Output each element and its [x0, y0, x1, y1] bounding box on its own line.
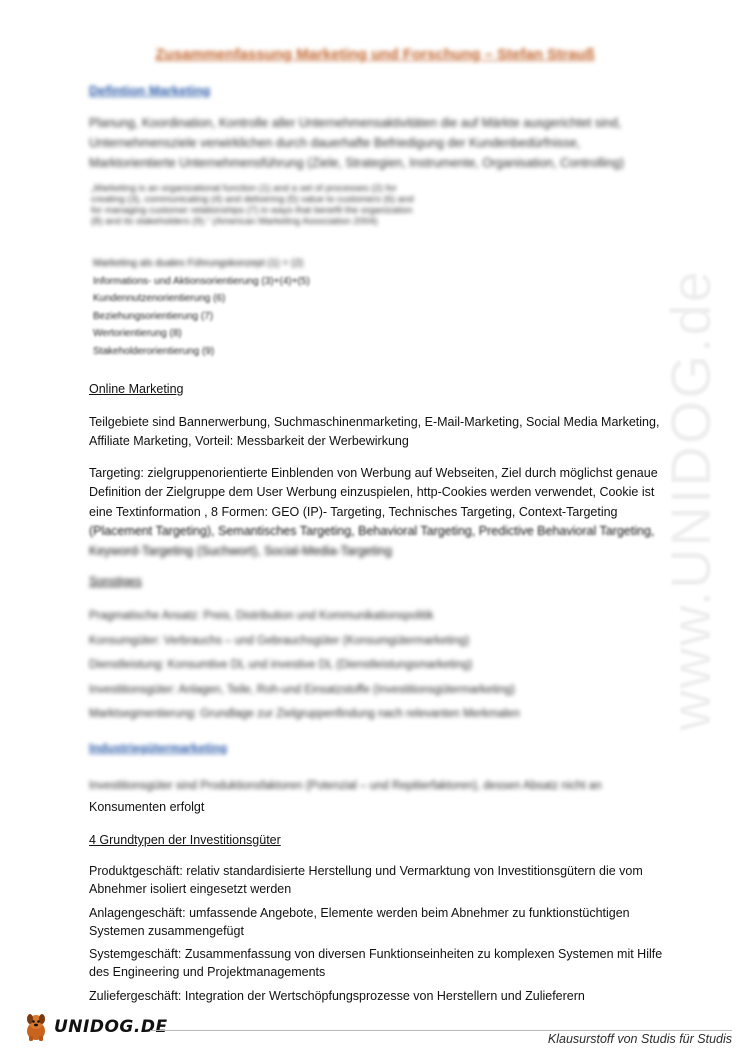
orientation-item: Marketing als duales Führungskonzept (1) + (2) — [93, 258, 304, 269]
targeting-line: (Placement Targeting), Semantisches Targeting, Behavioral Targeting, Predictive Behavioral Targeting, — [89, 524, 655, 539]
dog-mascot-icon — [22, 1012, 50, 1042]
orientation-item: Stakeholderorientierung (9) — [93, 345, 215, 357]
ama-quote: „Marketing is an organizational function (1) and a set of processes (2) for creating (3), communicating (4) and delivering (5) value to customers (6) and for managing customer relationships (7) in ways that benefit the organization (8) and its stakeholders (9).“ (American Marketing Association 2004) — [91, 183, 414, 227]
industrie-line-2: Konsumenten erfolgt — [89, 800, 205, 814]
heading-online-marketing: Online Marketing — [89, 382, 184, 396]
sonstiges-item: Pragmatische Ansatz: Preis, Distribution und Kommunikationspolitik — [89, 610, 434, 622]
orientation-item: Kundennutzenorientierung (6) — [93, 293, 226, 305]
orientation-list — [93, 255, 310, 361]
definition-paragraph: Planung, Koordination, Kontrolle aller Unternehmensaktivitäten die auf Märkte ausgerichtet sind, Unternehmensziele verwirklichen durch dauerhafte Befriedigung der Kundenbedürfnisse, Marktorientierte Unternehmensführung (Ziele, Strategien, Instrumente, Organisation, Controlling) — [89, 116, 624, 170]
targeting-paragraph — [89, 464, 689, 561]
heading-definition-marketing: Defintion Marketing — [89, 83, 211, 98]
sonstiges-item: Investitionsgüter: Anlagen, Teile, Roh-und Einsatzstoffe (Investitionsgütermarketing) — [89, 683, 515, 696]
targeting-line: Keyword-Targeting (Suchwort), Social-Media-Targeting — [89, 543, 392, 558]
unidog-logo — [22, 1012, 168, 1042]
sonstiges-item: Dienstleistung: Konsumtive DL und investive DL (Dienstleistungsmarketing) — [89, 659, 473, 671]
targeting-line: Targeting: zielgruppenorientierte Einblenden von Werbung auf Webseiten, Ziel durch möglichst genaue — [89, 466, 658, 480]
online-marketing-paragraph: Teilgebiete sind Bannerwerbung, Suchmaschinenmarketing, E-Mail-Marketing, Social Media Marketing, Affiliate Marketing, Vorteil: Messbarkeit der Werbewirkung — [89, 415, 660, 448]
logo-text: UNIDOG.DE — [54, 1017, 168, 1037]
heading-sonstiges: Sonstiges — [89, 574, 142, 588]
heading-grundtypen: 4 Grundtypen der Investitionsgüter — [89, 833, 281, 847]
footer-divider — [150, 1030, 732, 1031]
industrie-line-1: Investitionsgüter sind Produktionsfaktoren (Potenzial – und Repitierfaktoren), dessen Absatz nicht an — [89, 780, 602, 792]
sonstiges-item: Marktsegmentierung: Grundlage zur Zielgruppenfindung nach relevanten Merkmalen — [89, 708, 520, 720]
grundtyp-produktgeschaeft: Produktgeschäft: relativ standardisierte Herstellung und Vermarktung von Investitionsgütern die vom Abnehmer isoliert eingesetzt werden — [89, 864, 643, 896]
grundtyp-anlagengeschaeft: Anlagengeschäft: umfassende Angebote, Elemente werden beim Abnehmer zu funktionstüchtigen Systemen zusammengefügt — [89, 906, 630, 938]
targeting-line: eine Textinformation , 8 Formen: GEO (IP)- Targeting, Technisches Targeting, Context-Targeting — [89, 504, 618, 519]
heading-industriegueter: Industriegütermarketing — [89, 741, 228, 755]
orientation-item: Wertorientierung (8) — [93, 328, 182, 340]
sonstiges-list — [89, 604, 520, 727]
orientation-item: Informations- und Aktionsorientierung (3)+(4)+(5) — [93, 275, 310, 287]
document-title: Zusammenfassung Marketing und Forschung – Stefan Strauß — [155, 46, 595, 63]
footer-tagline: Klausurstoff von Studis für Studis — [547, 1032, 732, 1046]
watermark: www.UNIDOG.de — [658, 269, 722, 731]
grundtyp-systemgeschaeft: Systemgeschäft: Zusammenfassung von diversen Funktionseinheiten zu komplexen Systemen mit Hilfe des Engineering und Projektmanagements — [89, 947, 663, 979]
sonstiges-item: Konsumgüter: Verbrauchs – und Gebrauchsgüter (Konsumgütermarketing) — [89, 634, 470, 647]
orientation-item: Beziehungsorientierung (7) — [93, 310, 214, 322]
grundtyp-zuliefergeschaeft: Zuliefergeschäft: Integration der Wertschöpfungsprozesse von Herstellern und Zulieferern — [89, 989, 585, 1003]
targeting-line: Definition der Zielgruppe dem User Werbung einzuspielen, http-Cookies werden verwendet, Cookie ist — [89, 485, 655, 500]
